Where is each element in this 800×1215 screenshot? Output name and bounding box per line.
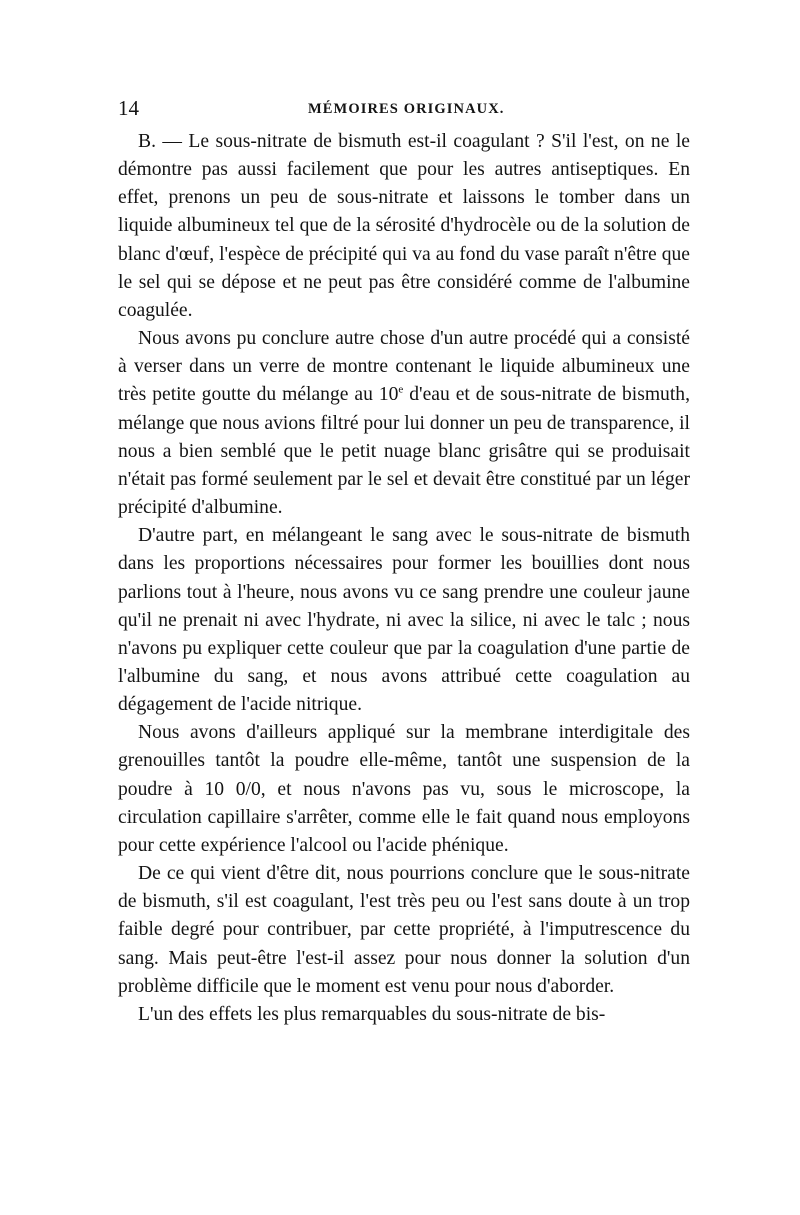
page-header xyxy=(118,96,690,126)
paragraph-continued: L'un des effets les plus remarquables du sous-nitrate de bis- xyxy=(138,1003,606,1025)
ordinal-superscript: e xyxy=(398,383,404,396)
paragraph-watch-glass xyxy=(118,325,690,522)
paragraph-b-coagulant: B. — Le sous-nitrate de bismuth est-il coagulant ? S'il l'est, on ne le démontre pas aussi facilement que pour les autres antiseptiques. En effet, prenons un peu de sous-nitrate et laissons le tomber dans un liquide albumineux tel que de la sérosité d'hydrocèle ou de la solution de blanc d'œuf, l'espèce de précipité qui va au fond du vase paraît n'être que le sel qui se dépose et ne peut pas être considéré comme de l'albumine coagulée. xyxy=(118,131,690,321)
paragraph-text: d'eau et de sous-nitrate de bismuth, mélange que nous avions filtré pour lui donner un peu de transparence, il nous a bien semblé que le petit nuage blanc grisâtre qui se produisait n'était pas formé seulement par le sel et devait être constitué par un léger précipité d'albumine. xyxy=(118,384,690,519)
paragraph-text: Nous avons pu conclure autre chose d'un autre procédé qui a consisté à verser dans un verre de montre contenant le liquide albumineux une très petite goutte du mélange au 10 xyxy=(118,328,690,406)
paragraph-blood-color: D'autre part, en mélangeant le sang avec le sous-nitrate de bismuth dans les proportions nécessaires pour former les bouillies dont nous parlions tout à l'heure, nous avons vu ce sang prendre une couleur jaune qu'il ne prenait ni avec l'hydrate, ni avec la silice, ni avec le talc ; nous n'avons pu expliquer cette couleur que par la coagulation d'une partie de l'albumine du sang, et nous avons attribué cette coagulation au dégagement de l'acide nitrique. xyxy=(118,525,690,716)
paragraph-conclusion: De ce qui vient d'être dit, nous pourrions conclure que le sous-nitrate de bismuth, s'il est coagulant, l'est très peu ou l'est sans doute à un trop faible degré pour contribuer, par cette propriété, à l'imputrescence du sang. Mais peut-être l'est-il assez pour nous donner la solution d'un problème difficile que le moment est venu pour nous d'aborder. xyxy=(118,863,690,997)
running-head: MÉMOIRES ORIGINAUX. xyxy=(308,101,505,117)
body-text xyxy=(118,128,690,1029)
page-number: 14 xyxy=(118,96,139,120)
paragraph-frog-membrane: Nous avons d'ailleurs appliqué sur la membrane interdigitale des grenouilles tantôt la poudre elle-même, tantôt une suspension de la poudre à 10 0/0, et nous n'avons pas vu, sous le microscope, la circulation capillaire s'arrêter, comme elle le fait quand nous employons pour cette expérience l'alcool ou l'acide phénique. xyxy=(118,722,690,856)
